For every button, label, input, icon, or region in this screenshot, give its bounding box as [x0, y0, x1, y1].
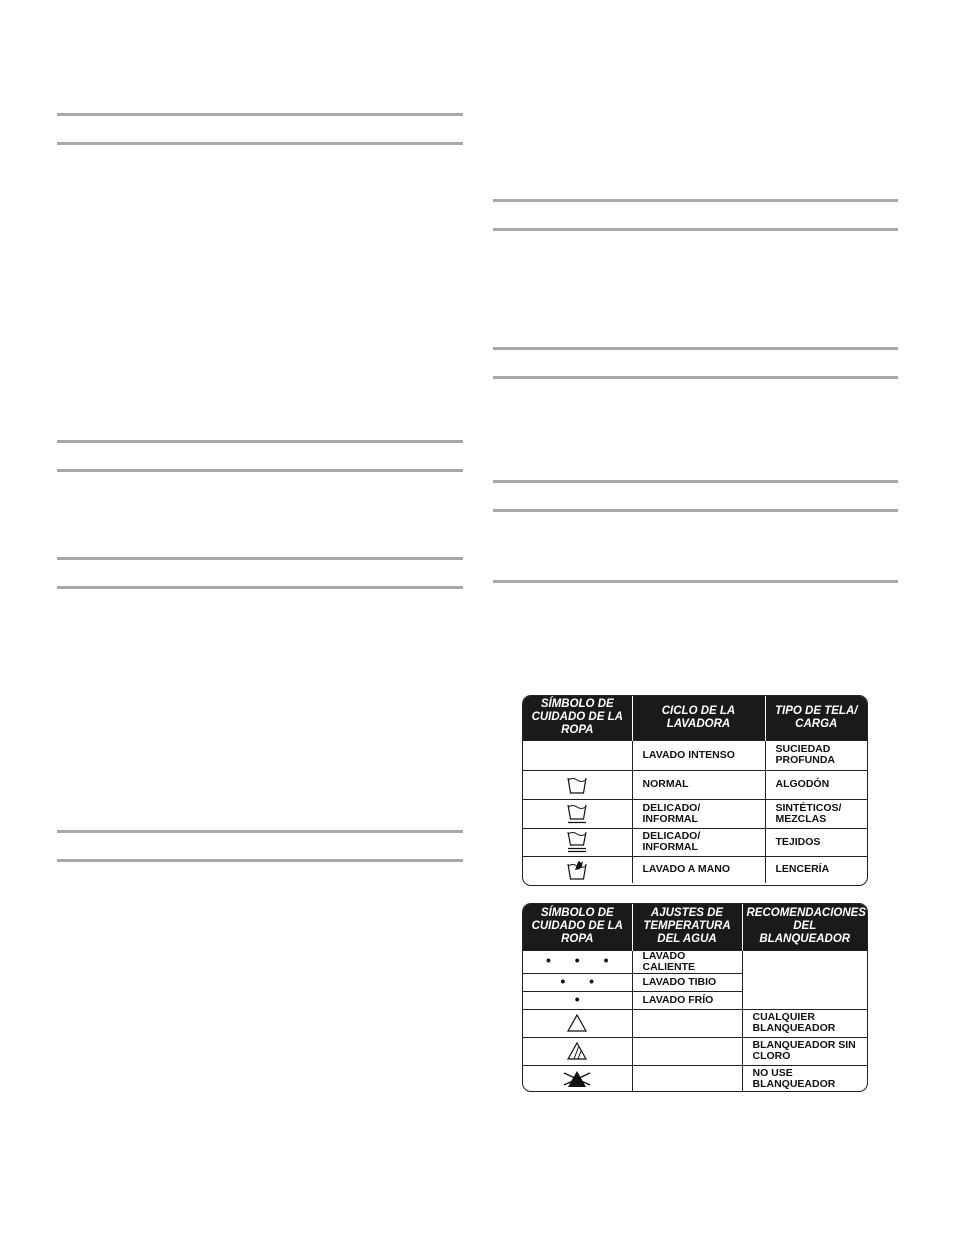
fabric-cell: LENCERÍA	[765, 856, 867, 883]
section-divider	[57, 586, 463, 589]
symbol-cell	[523, 856, 632, 883]
section-divider	[57, 830, 463, 833]
warm-dots-icon: • •	[560, 972, 605, 989]
section-divider	[57, 113, 463, 116]
symbol-cell	[523, 740, 632, 770]
section-divider	[493, 376, 898, 379]
table-row	[523, 1065, 867, 1092]
symbol-cell	[523, 828, 632, 856]
header-bleach: RECOMENDACIONES DEL BLANQUEADOR	[742, 904, 867, 950]
table-row	[523, 740, 867, 770]
bleach-cell: NO USE BLANQUEADOR	[742, 1065, 867, 1092]
crossed-triangle-icon	[562, 1069, 592, 1089]
wash-tub-icon	[566, 775, 588, 795]
striped-triangle-icon	[566, 1041, 588, 1061]
symbol-cell	[523, 950, 632, 973]
section-divider	[493, 347, 898, 350]
table-header-row	[523, 904, 867, 950]
hand-wash-icon	[566, 859, 588, 881]
symbol-cell	[523, 799, 632, 828]
section-divider	[493, 228, 898, 231]
cycle-cell: DELICADO/ INFORMAL	[632, 799, 765, 828]
header-temperature: AJUSTES DE TEMPERATURA DEL AGUA	[632, 904, 742, 950]
bleach-cell: BLANQUEADOR SIN CLORO	[742, 1037, 867, 1065]
header-symbol: SÍMBOLO DE CUIDADO DE LA ROPA	[523, 904, 632, 950]
section-divider	[57, 142, 463, 145]
symbol-cell	[523, 991, 632, 1009]
temperature-cell	[632, 1037, 742, 1065]
section-divider	[493, 509, 898, 512]
bleach-cell	[742, 950, 867, 1009]
wash-tub-one-bar-icon	[566, 803, 588, 825]
cycle-cell: LAVADO INTENSO	[632, 740, 765, 770]
wash-cycle-table	[522, 695, 868, 886]
temperature-cell: LAVADO TIBIO	[632, 973, 742, 991]
section-divider	[57, 557, 463, 560]
wash-tub-two-bars-icon	[566, 830, 588, 854]
symbol-cell	[523, 770, 632, 799]
section-divider	[57, 440, 463, 443]
symbol-cell	[523, 1037, 632, 1065]
temperature-cell	[632, 1065, 742, 1092]
temperature-cell: LAVADO FRÍO	[632, 991, 742, 1009]
fabric-cell: SINTÉTICOS/ MEZCLAS	[765, 799, 867, 828]
table-row	[523, 856, 867, 883]
fabric-cell: SUCIEDAD PROFUNDA	[765, 740, 867, 770]
table-row	[523, 1037, 867, 1065]
triangle-icon	[566, 1013, 588, 1033]
section-divider	[57, 469, 463, 472]
bleach-cell: CUALQUIER BLANQUEADOR	[742, 1009, 867, 1037]
temperature-cell	[632, 1009, 742, 1037]
table-row	[523, 770, 867, 799]
hot-dots-icon: • • •	[546, 952, 619, 968]
table-row	[523, 1009, 867, 1037]
table-row	[523, 799, 867, 828]
table-row	[523, 950, 867, 973]
section-divider	[493, 480, 898, 483]
table-row	[523, 828, 867, 856]
cycle-cell: DELICADO/ INFORMAL	[632, 828, 765, 856]
section-divider	[57, 859, 463, 862]
header-fabric: TIPO DE TELA/ CARGA	[765, 696, 867, 740]
header-cycle: CICLO DE LA LAVADORA	[632, 696, 765, 740]
symbol-cell	[523, 973, 632, 991]
cycle-cell: NORMAL	[632, 770, 765, 799]
symbol-cell	[523, 1009, 632, 1037]
temperature-bleach-table	[522, 903, 868, 1092]
cold-dot-icon: •	[574, 990, 590, 1007]
fabric-cell: TEJIDOS	[765, 828, 867, 856]
section-divider	[493, 580, 898, 583]
symbol-cell	[523, 1065, 632, 1092]
section-divider	[493, 199, 898, 202]
temperature-cell: LAVADO CALIENTE	[632, 950, 742, 973]
header-symbol: SÍMBOLO DE CUIDADO DE LA ROPA	[523, 696, 632, 740]
cycle-cell: LAVADO A MANO	[632, 856, 765, 883]
table-header-row	[523, 696, 867, 740]
fabric-cell: ALGODÓN	[765, 770, 867, 799]
